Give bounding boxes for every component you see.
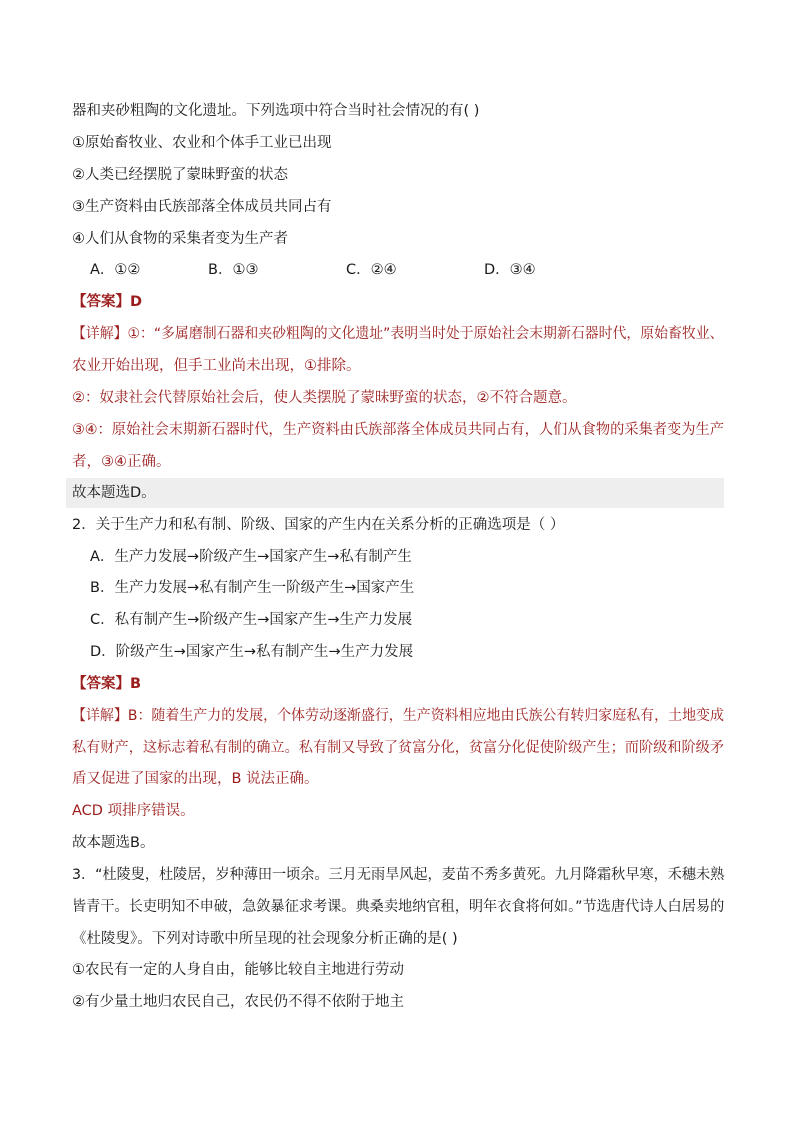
q2-conclusion: 故本题选B。 — [72, 835, 155, 851]
q3-item-2: ②有少量土地归农民自己，农民仍不得不依附于地主 — [72, 994, 404, 1010]
q2-option-a: A．生产力发展→阶级产生→国家产生→私有制产生 — [90, 549, 412, 565]
q1-option-d: D．③④ — [484, 262, 536, 278]
q2-stem: 2．关于生产力和私有制、阶级、国家的产生内在关系分析的正确选项是（ ） — [72, 517, 565, 533]
q1-item-1: ①原始畜牧业、农业和个体手工业已出现 — [72, 135, 332, 151]
q1-detail-3: ②：奴隶社会代替原始社会后，使人类摆脱了蒙昧野蛮的状态，②不符合题意。 — [72, 390, 577, 406]
q3-item-1: ①农民有一定的人身自由，能够比较自主地进行劳动 — [72, 962, 404, 978]
q2-detail-1: 【详解】B：随着生产力的发展，个体劳动逐渐盛行，生产资料相应地由氏族公有转归家庭私有，土地变成 — [72, 708, 724, 724]
q1-detail-1: 【详解】①：“多属磨制石器和夹砂粗陶的文化遗址”表明当时处于原始社会末期新石器时代，原始畜牧业、 — [72, 326, 724, 342]
q1-conclusion-highlight — [66, 478, 724, 508]
q1-item-3: ③生产资料由氏族部落全体成员共同占有 — [72, 199, 332, 215]
q2-option-d: D．阶级产生→国家产生→私有制产生→生产力发展 — [90, 644, 414, 660]
q1-item-4: ④人们从食物的采集者变为生产者 — [72, 231, 288, 247]
q1-option-c: C．②④ — [346, 262, 397, 278]
q1-stem: 器和夹砂粗陶的文化遗址。下列选项中符合当时社会情况的有( ) — [72, 103, 480, 119]
q3-stem-3: 《杜陵叟》。下列对诗歌中所呈现的社会现象分析正确的是( ) — [72, 931, 458, 947]
q2-detail-3: 盾又促进了国家的出现，B 说法正确。 — [72, 771, 319, 787]
q1-detail-5: 者，③④正确。 — [72, 454, 171, 470]
q1-answer: 【答案】D — [72, 294, 143, 310]
q1-conclusion: 故本题选D。 — [72, 485, 156, 501]
q2-option-c: C．私有制产生→阶级产生→国家产生→生产力发展 — [90, 612, 413, 628]
q1-option-a: A．①② — [90, 262, 141, 278]
q1-detail-4: ③④：原始社会末期新石器时代，生产资料由氏族部落全体成员共同占有，人们从食物的采集者变为生产 — [72, 422, 724, 438]
q2-option-b: B．生产力发展→私有制产生一阶级产生→国家产生 — [90, 580, 415, 596]
q2-extra: ACD 项排序错误。 — [72, 803, 195, 819]
q1-options — [90, 260, 536, 280]
q2-detail-2: 私有财产，这标志着私有制的确立。私有制又导致了贫富分化，贫富分化促使阶级产生；而阶级和阶级矛 — [72, 740, 724, 756]
q2-answer: 【答案】B — [72, 676, 142, 692]
q3-stem-1: 3．“杜陵叟，杜陵居，岁种薄田一顷余。三月无雨旱风起，麦苗不秀多黄死。九月降霜秋早寒，禾穗未熟 — [72, 867, 725, 883]
q1-detail-2: 农业开始出现，但手工业尚未出现，①排除。 — [72, 358, 361, 374]
q1-item-2: ②人类已经摆脱了蒙昧野蛮的状态 — [72, 167, 288, 183]
q3-stem-2: 皆青干。长吏明知不申破，急敛暴征求考课。典桑卖地纳官租，明年衣食将何如。”节选唐代诗人白居易的 — [72, 899, 725, 915]
q1-option-b: B．①③ — [208, 262, 259, 278]
